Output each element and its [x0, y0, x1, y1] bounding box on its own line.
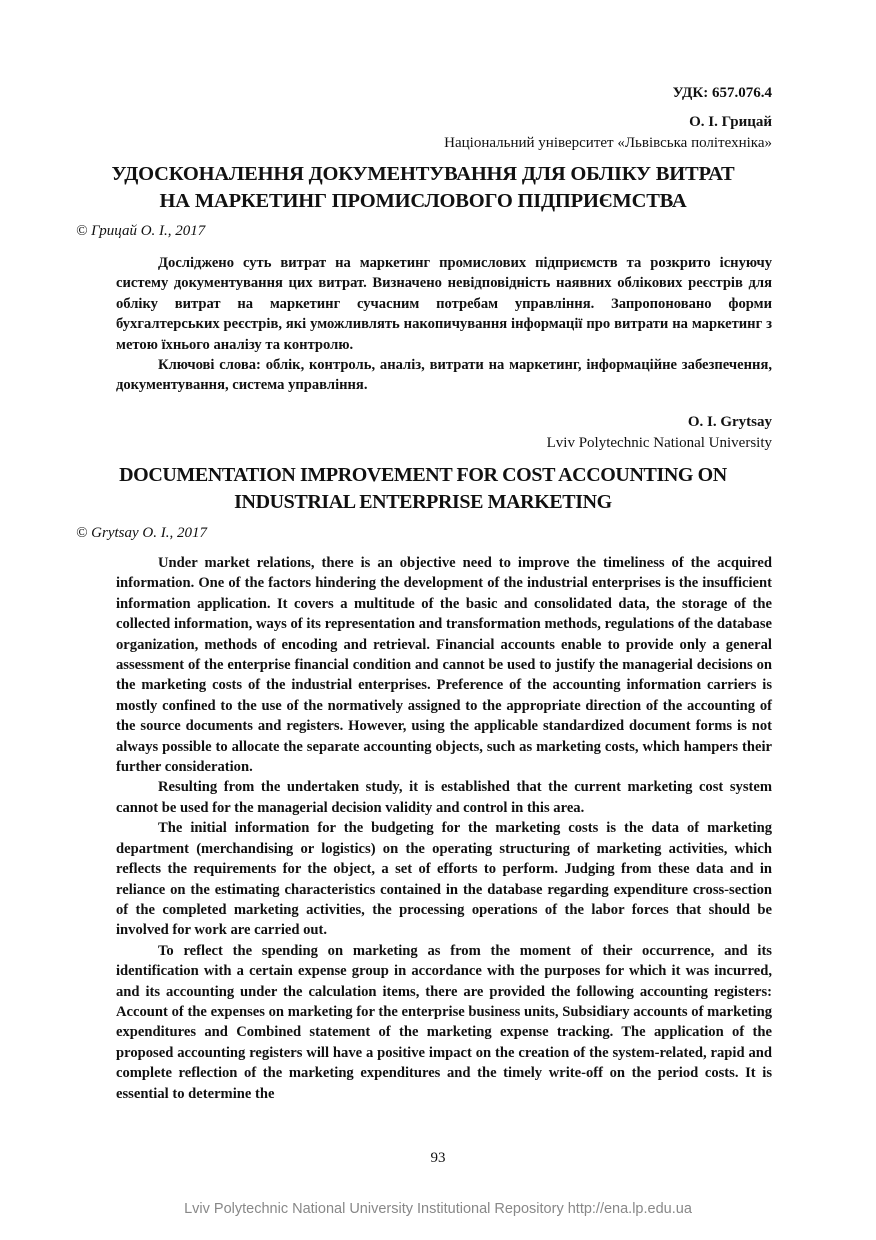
repository-footer: Lviv Polytechnic National University Institutional Repository http://ena.lp.edu.ua: [184, 1201, 692, 1217]
title-ua: [90, 161, 756, 215]
copyright-ua: © Грицай О. І., 2017: [76, 223, 206, 239]
body-en: [116, 553, 772, 1104]
author-ua: О. І. Грицай: [689, 114, 772, 130]
udc-code: УДК: 657.076.4: [672, 85, 772, 101]
author-en: O. I. Grytsay: [687, 414, 772, 430]
title-en-line1: DOCUMENTATION IMPROVEMENT FOR COST ACCOUNTING ON: [119, 464, 727, 486]
title-ua-line2: НА МАРКЕТИНГ ПРОМИСЛОВОГО ПІДПРИЄМСТВА: [159, 190, 687, 212]
affiliation-ua: Національний університет «Львівська політехніка»: [444, 135, 772, 151]
abstract-ua-text: Досліджено суть витрат на маркетинг промислових підприємств та розкрито існуючу систему документування цих витрат. Визначено невідповідність наявних облікових реєстрів для обліку витрат на маркетинг сучасним потребам управління. Запропоновано форми бухгалтерських реєстрів, які уможливлять накопичування інформації про витрати на маркетинг з метою їхнього аналізу та контролю.: [116, 255, 772, 353]
affiliation-en: Lviv Polytechnic National University: [546, 435, 772, 451]
title-ua-line1: УДОСКОНАЛЕННЯ ДОКУМЕНТУВАННЯ ДЛЯ ОБЛІКУ ВИТРАТ: [111, 163, 735, 185]
body-paragraph: The initial information for the budgeting for the marketing costs is the data of marketing department (merchandising or logistics) on the operating structuring of marketing activities, which reflects the requirements for the object, a set of efforts to perform. Judging from these data and in reliance on the estimating characteristics contained in the database regarding expenditure cross-section of the completed marketing activities, the processing operations of the labor forces that should be involved for work are carried out.: [116, 820, 772, 939]
body-paragraph: Resulting from the undertaken study, it is established that the current marketing cost system cannot be used for the managerial decision validity and control in this area.: [116, 779, 772, 816]
title-en: [90, 462, 756, 516]
page-number: 93: [430, 1150, 446, 1166]
keywords-ua: Ключові слова: облік, контроль, аналіз, витрати на маркетинг, інформаційне забезпечення, документування, система управління.: [116, 357, 772, 394]
body-paragraph: Under market relations, there is an objective need to improve the timeliness of the acquired information. One of the factors hindering the development of the industrial enterprises is the insufficient information application. It covers a multitude of the basic and consolidated data, the storage of the collected information, ways of its representation and transformation methods, regulations of the database organization, methods of encoding and retrieval. Financial accounts enable to provide only a general assessment of the enterprise financial condition and cannot be used to justify the managerial decisions on the marketing costs of the industrial enterprises. Preference of the accounting information carriers is mostly confined to the use of the normatively assigned to the appropriate direction of the accounting of the source documents and registers. However, using the applicable standardized document forms is not always possible to allocate the separate accounting objects, such as marketing costs, which hampers their further consideration.: [116, 555, 772, 776]
copyright-en: © Grytsay O. I., 2017: [76, 525, 207, 541]
abstract-ua: [116, 253, 772, 396]
body-paragraph: To reflect the spending on marketing as from the moment of their occurrence, and its identification with a certain expense group in accordance with the purposes for which it was incurred, and its accounting under the calculation items, there are provided the following accounting registers: Account of the expenses on marketing for the enterprise business units, Subsidiary accounts of marketing expenditures and Combined statement of the marketing expense tracking. The application of the proposed accounting registers will have a positive impact on the creation of the system-related, rapid and complete reflection of the marketing expenditures and the timely write-off on the period costs. It is essential to determine the: [116, 942, 772, 1102]
title-en-line2: INDUSTRIAL ENTERPRISE MARKETING: [234, 491, 612, 513]
